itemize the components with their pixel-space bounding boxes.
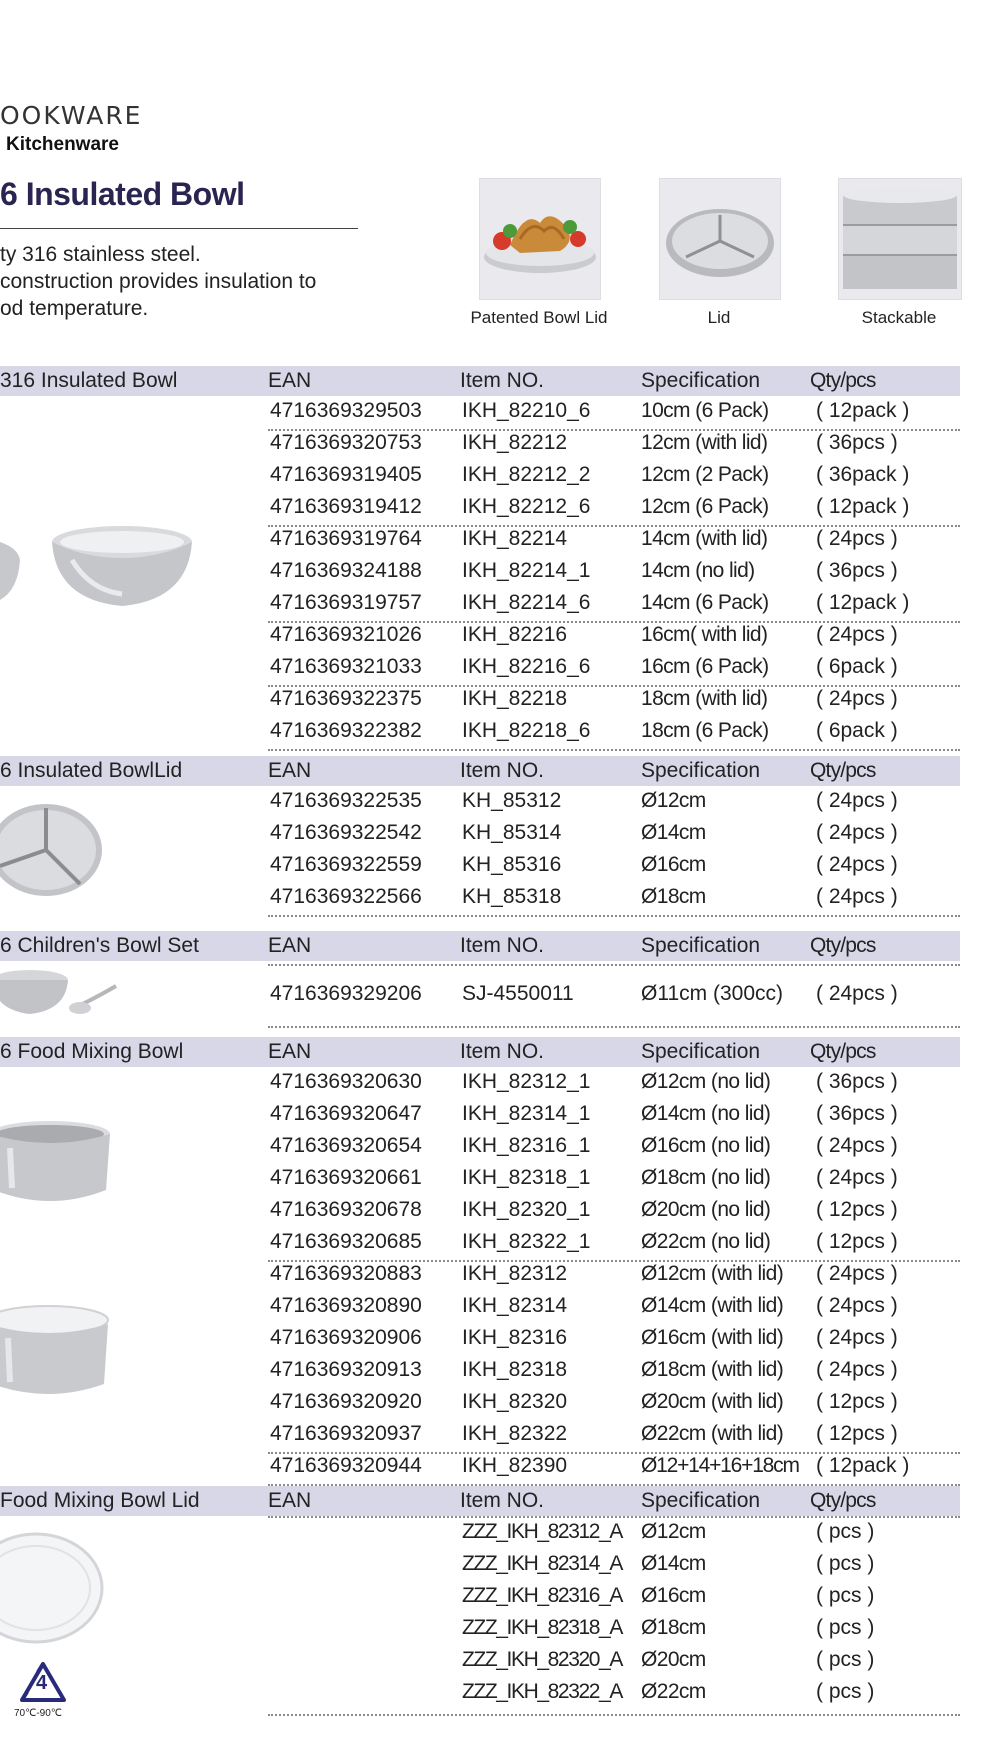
column-header-item: Item NO. — [460, 1040, 545, 1063]
spec-cell: 14cm (with lid) — [641, 527, 768, 550]
item-cell: SJ-4550011 — [462, 982, 574, 1005]
item-cell: KH_85318 — [462, 885, 562, 908]
item-cell: IKH_82210_6 — [462, 399, 591, 422]
section-header — [0, 1486, 960, 1516]
spec-cell: Ø14cm (with lid) — [641, 1294, 784, 1317]
section-header — [0, 931, 960, 961]
row-divider — [268, 915, 960, 917]
ean-cell: 4716369319405 — [270, 463, 422, 486]
ean-cell: 4716369320906 — [270, 1326, 422, 1349]
table-row — [0, 851, 960, 882]
spec-cell: Ø16cm (with lid) — [641, 1326, 784, 1349]
column-header-ean: EAN — [268, 369, 312, 392]
column-header-spec: Specification — [641, 934, 761, 957]
item-cell: ZZZ_IKH_82312_A — [462, 1520, 622, 1543]
page-title: 6 Insulated Bowl — [0, 176, 245, 212]
qty-cell: ( 24pcs ) — [816, 1294, 898, 1317]
item-cell: IKH_82214_1 — [462, 559, 591, 582]
row-divider — [268, 1714, 960, 1716]
qty-cell: ( 24pcs ) — [816, 1262, 898, 1285]
spec-cell: Ø18cm (no lid) — [641, 1166, 771, 1189]
item-cell: IKH_82218_6 — [462, 719, 591, 742]
item-cell: ZZZ_IKH_82320_A — [462, 1648, 622, 1671]
item-cell: IKH_82322_1 — [462, 1230, 591, 1253]
ean-cell: 4716369322566 — [270, 885, 422, 908]
ean-cell: 4716369320661 — [270, 1166, 422, 1189]
insulated-bowl-photo — [0, 520, 200, 620]
spec-cell: Ø18cm — [641, 1616, 706, 1639]
table-row — [0, 1518, 960, 1549]
column-header-ean: EAN — [268, 1489, 312, 1512]
table-row — [0, 1420, 960, 1451]
item-cell: ZZZ_IKH_82318_A — [462, 1616, 622, 1639]
spec-cell: 12cm (6 Pack) — [641, 495, 769, 518]
ean-cell: 4716369322375 — [270, 687, 422, 710]
item-cell: IKH_82318_1 — [462, 1166, 591, 1189]
ean-cell: 4716369319764 — [270, 527, 422, 550]
temperature-label: 70℃-90℃ — [14, 1708, 63, 1719]
section-title: 316 Insulated Bowl — [0, 369, 178, 392]
qty-cell: ( pcs ) — [816, 1648, 875, 1671]
item-cell: IKH_82212_6 — [462, 495, 591, 518]
qty-cell: ( 12pack ) — [816, 399, 910, 422]
ean-cell: 4716369329206 — [270, 982, 422, 1005]
item-cell: IKH_82322 — [462, 1422, 568, 1445]
item-cell: IKH_82212 — [462, 431, 568, 454]
table-row — [0, 621, 960, 652]
ean-cell: 4716369321026 — [270, 623, 422, 646]
item-cell: ZZZ_IKH_82316_A — [462, 1584, 622, 1607]
table-row — [0, 397, 960, 428]
qty-cell: ( pcs ) — [816, 1520, 875, 1543]
patented-lid-photo — [479, 178, 601, 300]
item-cell: KH_85312 — [462, 789, 562, 812]
table-row — [0, 1068, 960, 1099]
ean-cell: 4716369321033 — [270, 655, 422, 678]
ean-cell: 4716369320647 — [270, 1102, 422, 1125]
sub-brand: Kitchenware — [6, 134, 119, 155]
qty-cell: ( 24pcs ) — [816, 885, 898, 908]
table-row — [0, 1164, 960, 1195]
spec-cell: Ø14cm — [641, 821, 706, 844]
ean-cell: 4716369320920 — [270, 1390, 422, 1413]
ean-cell: 4716369324188 — [270, 559, 422, 582]
table-row — [0, 461, 960, 492]
mixing-bowl-with-lid-photo — [0, 1300, 112, 1406]
table-row — [0, 1550, 960, 1581]
ean-cell: 4716369322542 — [270, 821, 422, 844]
qty-cell: ( 12pcs ) — [816, 1422, 898, 1445]
spec-cell: 12cm (with lid) — [641, 431, 768, 454]
column-header-qty: Qty/pcs — [810, 1040, 876, 1063]
column-header-spec: Specification — [641, 759, 761, 782]
table-row — [0, 1228, 960, 1259]
table-row — [0, 1292, 960, 1323]
spec-cell: 16cm( with lid) — [641, 623, 768, 646]
qty-cell: ( pcs ) — [816, 1680, 875, 1703]
qty-cell: ( 24pcs ) — [816, 821, 898, 844]
table-row — [0, 1324, 960, 1355]
spec-cell: 14cm (6 Pack) — [641, 591, 769, 614]
item-cell: IKH_82320_1 — [462, 1198, 591, 1221]
qty-cell: ( 12pack ) — [816, 495, 910, 518]
ean-cell: 4716369322535 — [270, 789, 422, 812]
row-divider — [268, 964, 960, 966]
brand-name: OOKWARE — [0, 101, 143, 130]
section-title: 6 Insulated BowlLid — [0, 759, 183, 782]
spec-cell: Ø18cm (with lid) — [641, 1358, 784, 1381]
section-title: Food Mixing Bowl Lid — [0, 1489, 200, 1512]
qty-cell: ( 36pcs ) — [816, 559, 898, 582]
qty-cell: ( 12pcs ) — [816, 1390, 898, 1413]
table-row — [0, 429, 960, 460]
section-title: 6 Children's Bowl Set — [0, 934, 199, 957]
qty-cell: ( pcs ) — [816, 1552, 875, 1575]
item-cell: IKH_82218 — [462, 687, 568, 710]
qty-cell: ( 6pack ) — [816, 719, 898, 742]
table-row — [0, 653, 960, 684]
feature-caption: Patented Bowl Lid — [470, 308, 608, 327]
column-header-qty: Qty/pcs — [810, 759, 876, 782]
spec-cell: Ø12cm — [641, 789, 706, 812]
qty-cell: ( 24pcs ) — [816, 853, 898, 876]
spec-cell: Ø11cm (300cc) — [641, 982, 783, 1005]
ean-cell: 4716369320630 — [270, 1070, 422, 1093]
table-row — [0, 685, 960, 716]
recycle-number: 4 — [36, 1672, 48, 1694]
column-header-ean: EAN — [268, 934, 312, 957]
column-header-ean: EAN — [268, 1040, 312, 1063]
table-row — [0, 883, 960, 914]
qty-cell: ( 36pcs ) — [816, 1070, 898, 1093]
table-row — [0, 1614, 960, 1645]
qty-cell: ( 12pcs ) — [816, 1198, 898, 1221]
intro-line: ty 316 stainless steel. — [0, 243, 201, 266]
bowl-lid-photo — [0, 798, 110, 906]
ean-cell: 4716369322559 — [270, 853, 422, 876]
spec-cell: Ø12cm — [641, 1520, 706, 1543]
table-row — [0, 1646, 960, 1677]
column-header-spec: Specification — [641, 1040, 761, 1063]
spec-cell: 18cm (6 Pack) — [641, 719, 769, 742]
feature-caption: Lid — [707, 308, 731, 327]
stackable-photo — [838, 178, 962, 300]
qty-cell: ( pcs ) — [816, 1584, 875, 1607]
ean-cell: 4716369320913 — [270, 1358, 422, 1381]
ean-cell: 4716369320654 — [270, 1134, 422, 1157]
feature-caption: Stackable — [861, 308, 937, 327]
table-row — [0, 1452, 960, 1483]
column-header-item: Item NO. — [460, 369, 545, 392]
column-header-item: Item NO. — [460, 1489, 545, 1512]
intro-text — [0, 241, 316, 322]
spec-cell: Ø22cm (with lid) — [641, 1422, 784, 1445]
qty-cell: ( 6pack ) — [816, 655, 898, 678]
item-cell: ZZZ_IKH_82314_A — [462, 1552, 622, 1575]
item-cell: IKH_82318 — [462, 1358, 568, 1381]
intro-line: construction provides insulation to — [0, 270, 317, 293]
column-header-qty: Qty/pcs — [810, 1489, 876, 1512]
mixing-bowl-photo — [0, 1118, 116, 1212]
qty-cell: ( 12pack ) — [816, 1454, 910, 1477]
ean-cell: 4716369320685 — [270, 1230, 422, 1253]
column-header-spec: Specification — [641, 1489, 761, 1512]
qty-cell: ( 24pcs ) — [816, 527, 898, 550]
column-header-spec: Specification — [641, 369, 761, 392]
qty-cell: ( 24pcs ) — [816, 789, 898, 812]
qty-cell: ( pcs ) — [816, 1616, 875, 1639]
qty-cell: ( 36pcs ) — [816, 431, 898, 454]
ean-cell: 4716369320678 — [270, 1198, 422, 1221]
column-header-qty: Qty/pcs — [810, 369, 876, 392]
spec-cell: Ø12+14+16+18cm — [641, 1454, 799, 1477]
spec-cell: Ø16cm (no lid) — [641, 1134, 771, 1157]
childrens-bowl-photo — [0, 966, 124, 1026]
qty-cell: ( 24pcs ) — [816, 1326, 898, 1349]
spec-cell: 16cm (6 Pack) — [641, 655, 769, 678]
section-header — [0, 1037, 960, 1067]
table-row — [0, 1260, 960, 1291]
ean-cell: 4716369319757 — [270, 591, 422, 614]
spec-cell: Ø12cm (with lid) — [641, 1262, 784, 1285]
column-header-qty: Qty/pcs — [810, 934, 876, 957]
spec-cell: 12cm (2 Pack) — [641, 463, 769, 486]
recycle-icon — [14, 1660, 72, 1722]
ean-cell: 4716369322382 — [270, 719, 422, 742]
spec-cell: Ø20cm (with lid) — [641, 1390, 784, 1413]
column-header-ean: EAN — [268, 759, 312, 782]
column-header-item: Item NO. — [460, 934, 545, 957]
section-header — [0, 756, 960, 786]
table-row — [0, 717, 960, 748]
intro-line: od temperature. — [0, 297, 149, 320]
item-cell: IKH_82216 — [462, 623, 568, 646]
item-cell: IKH_82214 — [462, 527, 568, 550]
item-cell: KH_85314 — [462, 821, 562, 844]
ean-cell: 4716369320883 — [270, 1262, 422, 1285]
item-cell: IKH_82314 — [462, 1294, 568, 1317]
ean-cell: 4716369329503 — [270, 399, 422, 422]
spec-cell: Ø20cm — [641, 1648, 706, 1671]
spec-cell: 18cm (with lid) — [641, 687, 768, 710]
title-divider — [0, 228, 358, 229]
qty-cell: ( 24pcs ) — [816, 687, 898, 710]
column-header-item: Item NO. — [460, 759, 545, 782]
spec-cell: Ø14cm (no lid) — [641, 1102, 771, 1125]
qty-cell: ( 24pcs ) — [816, 1358, 898, 1381]
qty-cell: ( 36pcs ) — [816, 1102, 898, 1125]
item-cell: IKH_82214_6 — [462, 591, 591, 614]
qty-cell: ( 24pcs ) — [816, 1134, 898, 1157]
item-cell: IKH_82314_1 — [462, 1102, 591, 1125]
spec-cell: Ø16cm — [641, 1584, 706, 1607]
spec-cell: Ø22cm — [641, 1680, 706, 1703]
table-row — [0, 1196, 960, 1227]
qty-cell: ( 24pcs ) — [816, 623, 898, 646]
lid-photo — [659, 178, 781, 300]
table-row — [0, 787, 960, 818]
item-cell: IKH_82212_2 — [462, 463, 591, 486]
spec-cell: 14cm (no lid) — [641, 559, 755, 582]
ean-cell: 4716369319412 — [270, 495, 422, 518]
table-row — [0, 1132, 960, 1163]
qty-cell: ( 12pcs ) — [816, 1230, 898, 1253]
table-row — [0, 1678, 960, 1709]
table-row — [0, 980, 960, 1011]
row-divider — [268, 749, 960, 751]
item-cell: IKH_82320 — [462, 1390, 568, 1413]
item-cell: IKH_82390 — [462, 1454, 568, 1477]
ean-cell: 4716369320753 — [270, 431, 422, 454]
table-row — [0, 1582, 960, 1613]
table-row — [0, 819, 960, 850]
table-row — [0, 1388, 960, 1419]
spec-cell: Ø20cm (no lid) — [641, 1198, 771, 1221]
spec-cell: Ø18cm — [641, 885, 706, 908]
item-cell: IKH_82316 — [462, 1326, 568, 1349]
spec-cell: Ø16cm — [641, 853, 706, 876]
item-cell: IKH_82312 — [462, 1262, 568, 1285]
item-cell: ZZZ_IKH_82322_A — [462, 1680, 622, 1703]
section-header — [0, 366, 960, 396]
item-cell: IKH_82312_1 — [462, 1070, 591, 1093]
item-cell: IKH_82216_6 — [462, 655, 591, 678]
section-title: 6 Food Mixing Bowl — [0, 1040, 184, 1063]
spec-cell: Ø14cm — [641, 1552, 706, 1575]
ean-cell: 4716369320937 — [270, 1422, 422, 1445]
spec-cell: Ø12cm (no lid) — [641, 1070, 771, 1093]
table-row — [0, 1100, 960, 1131]
qty-cell: ( 24pcs ) — [816, 1166, 898, 1189]
spec-cell: 10cm (6 Pack) — [641, 399, 769, 422]
qty-cell: ( 36pack ) — [816, 463, 910, 486]
ean-cell: 4716369320944 — [270, 1454, 422, 1477]
table-row — [0, 1356, 960, 1387]
spec-cell: Ø22cm (no lid) — [641, 1230, 771, 1253]
mixing-bowl-lid-photo — [0, 1526, 106, 1646]
row-divider — [268, 1026, 960, 1028]
ean-cell: 4716369320890 — [270, 1294, 422, 1317]
item-cell: KH_85316 — [462, 853, 562, 876]
qty-cell: ( 24pcs ) — [816, 982, 898, 1005]
qty-cell: ( 12pack ) — [816, 591, 910, 614]
item-cell: IKH_82316_1 — [462, 1134, 591, 1157]
